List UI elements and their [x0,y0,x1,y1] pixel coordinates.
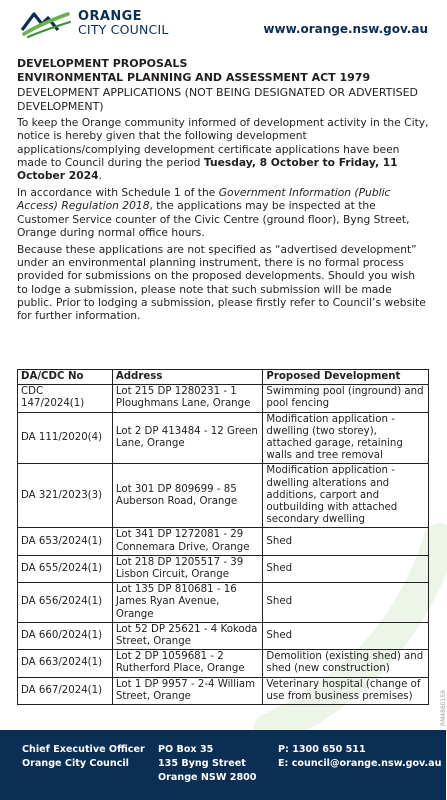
footer-contact [278,743,441,771]
cell-development: Shed [263,555,429,582]
footer-phone[interactable]: P: 1300 650 511 [278,744,366,755]
cell-address: Lot 52 DP 25621 - 4 Kokoda Street, Orange [112,622,263,649]
cell-development: Veterinary hospital (change of use from business premises) [263,677,429,704]
cell-development: Modification application - dwelling (two storey), attached garage, retaining walls and tree removal [263,412,429,464]
website-link[interactable]: www.orange.nsw.gov.au [263,22,428,36]
cell-address: Lot 2 DP 413484 - 12 Green Lane, Orange [112,412,263,464]
table-row [18,385,429,412]
cell-address: Lot 135 DP 810681 - 16 James Ryan Avenue, Orange [112,583,263,623]
orange-city-council-logo-icon [20,8,72,38]
cell-no: DA 663/2024(1) [18,650,113,677]
heading-development-proposals: DEVELOPMENT PROPOSALS [17,57,188,70]
cell-no: CDC 147/2024(1) [18,385,113,412]
table-row [18,583,429,623]
footer [0,730,446,800]
table-row [18,528,429,555]
cell-no: DA 660/2024(1) [18,622,113,649]
cell-address: Lot 2 DP 1059681 - 2 Rutherford Place, Orange [112,650,263,677]
paragraph-intro: To keep the Orange community informed of development activity in the City, notice is hereby given that the following development applications/complying development certificate applications have been made to Council during the period Tuesday, 8 October to Friday, 11 October 2024. [17,116,429,182]
table-header-row [18,370,429,385]
cell-address: Lot 215 DP 1280231 - 1 Ploughmans Lane, Orange [112,385,263,412]
footer-signatory: Chief Executive Officer Orange City Council [22,744,145,769]
cell-development: Swimming pool (inground) and pool fencing [263,385,429,412]
heading-act: ENVIRONMENTAL PLANNING AND ASSESSMENT ACT 1979 [17,71,371,84]
table-row [18,622,429,649]
table-row [18,677,429,704]
header-da-cdc-no: DA/CDC No [18,370,113,385]
cell-development: Shed [263,528,429,555]
regulation-name: Government Information (Public Access) Regulation 2018 [17,186,391,213]
cell-no: DA 111/2020(4) [18,412,113,464]
subheading: DEVELOPMENT APPLICATIONS (NOT BEING DESIGNATED OR ADVERTISED DEVELOPMENT) [17,86,419,113]
cell-development: Modification application - dwelling alterations and additions, carport and outbuilding with attached secondary dwelling [263,464,429,528]
brand-name [78,10,169,36]
cell-no: DA 667/2024(1) [18,677,113,704]
table-row [18,412,429,464]
cell-address: Lot 301 DP 809699 - 85 Auberson Road, Orange [112,464,263,528]
table-row [18,650,429,677]
applications-table [17,369,429,705]
header [0,0,446,52]
table-row [18,464,429,528]
brand-line-1: ORANGE [78,9,142,24]
cell-development: Shed [263,583,429,623]
notice-period: Tuesday, 8 October to Friday, 11 October 2024 [17,155,398,182]
footer-email[interactable]: E: council@orange.nsw.gov.au [278,758,442,769]
header-proposed-development: Proposed Development [263,370,429,385]
cell-address: Lot 218 DP 1205517 - 39 Lisbon Circuit, Orange [112,555,263,582]
notice-body [17,57,429,322]
brand-line-2: CITY COUNCIL [78,22,169,37]
cell-no: DA 655/2024(1) [18,555,113,582]
paragraph-submissions: Because these applications are not specified as “advertised development” under an environmental planning instrument, there is no formal process provided for submissions on the proposed developments. Should you wish to lodge a submission, please note that such submission will be made public. Prior to lodging a submission, please firstly refer to Council’s website for further information. [17,243,426,323]
footer-postal-address: PO Box 35 135 Byng Street Orange NSW 2800 [158,744,257,783]
cell-development: Shed [263,622,429,649]
cell-no: DA 653/2024(1) [18,528,113,555]
paragraph-inspection: In accordance with Schedule 1 of the Government Information (Public Access) Regulation 2018, the applications may be inspected at the Customer Service counter of the Civic Centre (ground floor), Byng Street, Orange during normal office hours. [17,186,410,239]
cell-address: Lot 341 DP 1272081 - 29 Connemara Drive, Orange [112,528,263,555]
header-address: Address [112,370,263,385]
cell-no: DA 656/2024(1) [18,583,113,623]
reference-number: RM4880159 [440,690,447,727]
cell-development: Demolition (existing shed) and shed (new construction) [263,650,429,677]
cell-no: DA 321/2023(3) [18,464,113,528]
table-row [18,555,429,582]
cell-address: Lot 1 DP 9957 - 2-4 William Street, Orange [112,677,263,704]
